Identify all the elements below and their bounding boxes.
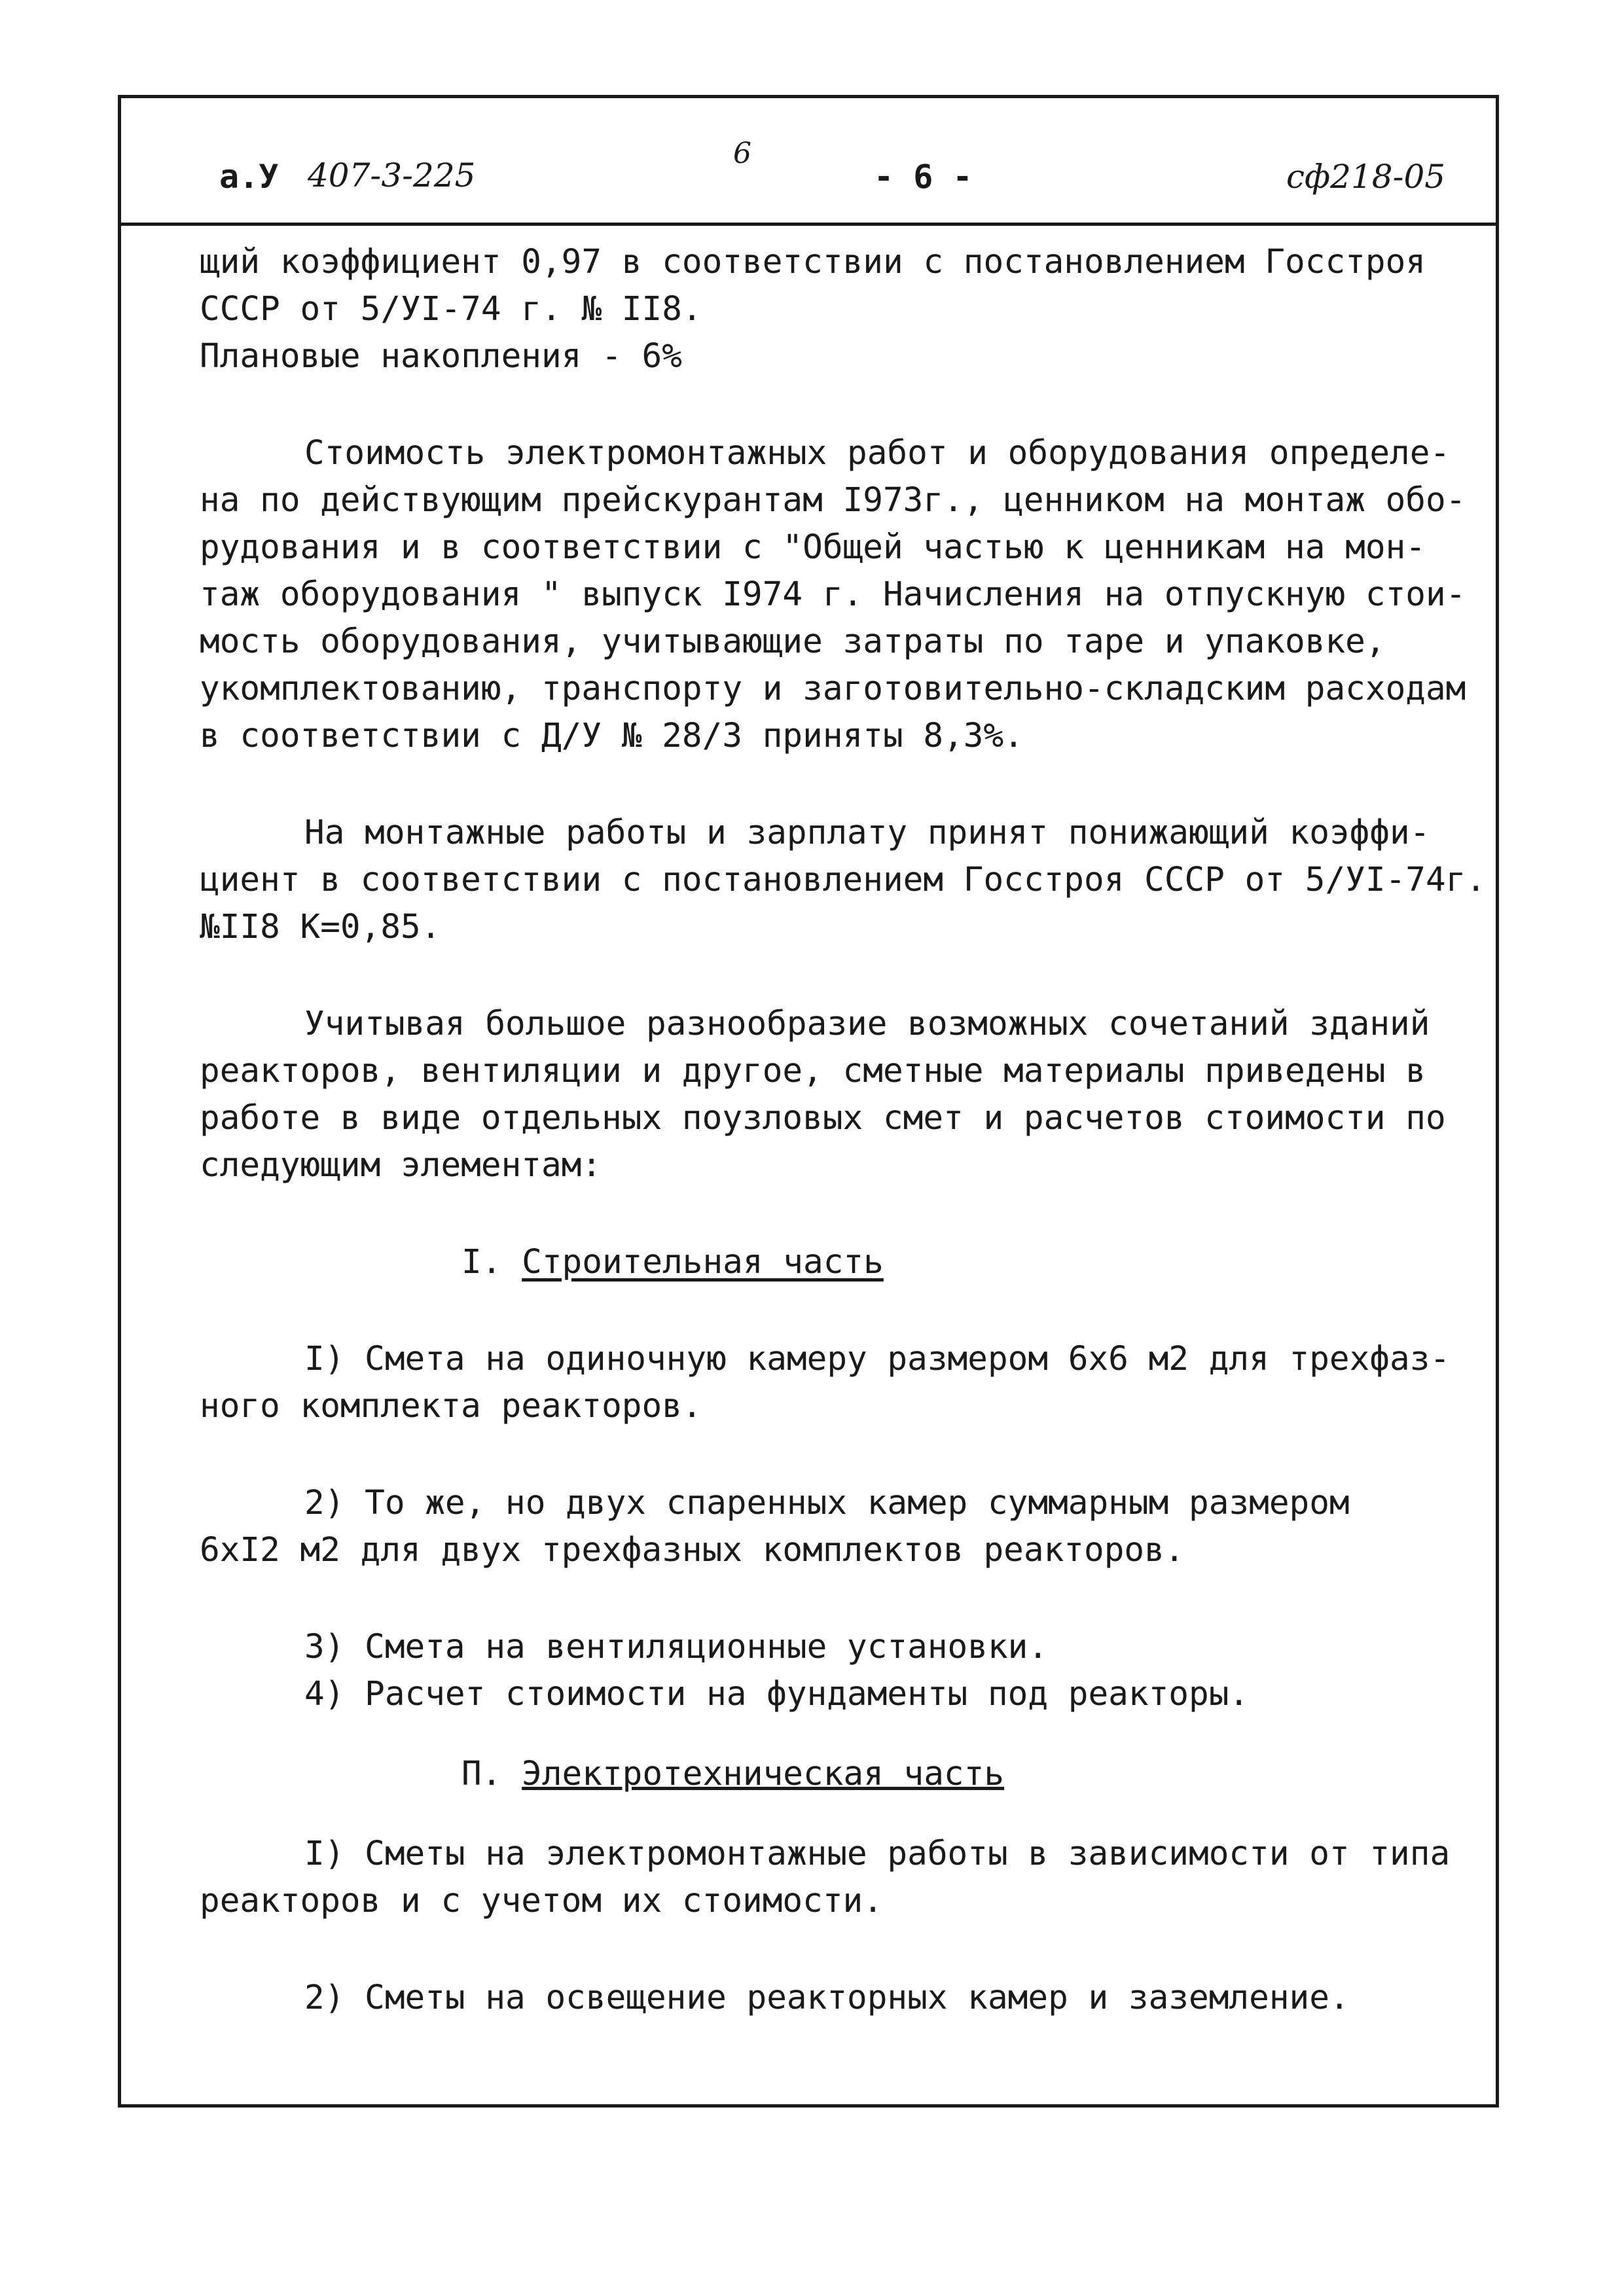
text-line: На монтажные работы и зарплату принят понижающий коэффи- xyxy=(304,814,1430,852)
page-header xyxy=(121,98,1496,226)
section-number: П. xyxy=(461,1755,502,1793)
text-line: укомплектованию, транспорту и заготовительно-складским расходам xyxy=(200,670,1466,708)
text-line: 2) То же, но двух спаренных камер суммарным размером xyxy=(304,1484,1350,1522)
album-prefix: а.У xyxy=(219,158,279,196)
text-line: I) Сметы на электромонтажные работы в зависимости от типа xyxy=(304,1835,1451,1873)
section-heading-electrical xyxy=(200,1751,1483,1798)
text-line: I) Смета на одиночную камеру размером 6х6 м2 для трехфаз- xyxy=(304,1340,1451,1378)
text-line: ного комплекта реакторов. xyxy=(200,1387,702,1426)
list-item xyxy=(200,1480,1483,1574)
page-frame xyxy=(118,95,1499,2108)
project-code: 407-3-225 xyxy=(308,156,476,194)
list-item: 2) Сметы на освещение реакторных камер и заземление. xyxy=(304,1979,1350,2017)
document-body xyxy=(200,239,1487,2022)
text-line: реакторов, вентиляции и другое, сметные материалы приведены в xyxy=(200,1052,1426,1090)
list-item xyxy=(200,1336,1483,1430)
text-line: щий коэффициент 0,97 в соответствии с постановлением Госстроя xyxy=(200,243,1426,281)
text-line: №II8 К=0,85. xyxy=(200,908,441,946)
section-title: Электротехническая часть xyxy=(522,1755,1005,1793)
text-line: 6хI2 м2 для двух трехфазных комплектов реакторов. xyxy=(200,1531,1185,1570)
paragraph-elements xyxy=(200,1001,1483,1189)
text-line: в соответствии с Д/У № 28/3 приняты 8,3%. xyxy=(200,717,1024,755)
text-line: мость оборудования, учитывающие затраты по таре и упаковке, xyxy=(200,622,1386,661)
paragraph-reduction xyxy=(200,810,1487,951)
section-heading-construction xyxy=(200,1239,1483,1286)
text-line: Стоимость электромонтажных работ и оборудования определе- xyxy=(304,434,1451,473)
text-line: СССР от 5/УI-74 г. № II8. xyxy=(200,290,702,329)
text-line: реакторов и с учетом их стоимости. xyxy=(200,1882,883,1920)
text-line: следующим элементам: xyxy=(200,1146,602,1185)
text-line: работе в виде отдельных поузловых смет и расчетов стоимости по xyxy=(200,1099,1446,1138)
text-line: на по действующим прейскурантам I973г., ценником на монтаж обо- xyxy=(200,481,1466,520)
text-line: таж оборудования " выпуск I974 г. Начисления на отпускную стои- xyxy=(200,575,1466,614)
list-item xyxy=(200,1831,1483,1925)
list-item: 3) Смета на вентиляционные установки. xyxy=(304,1628,1049,1666)
handwritten-page-number: 6 xyxy=(733,137,751,170)
text-line: Учитывая большое разнообразие возможных сочетаний зданий xyxy=(304,1005,1430,1043)
paragraph-coefficient xyxy=(200,239,1483,380)
text-line: рудования и в соответствии с "Общей частью к ценникам на мон- xyxy=(200,528,1426,567)
list-item: 4) Расчет стоимости на фундаменты под реакторы. xyxy=(304,1675,1250,1713)
paragraph-cost xyxy=(200,430,1483,760)
sheet-code: сф218-05 xyxy=(1286,158,1446,196)
text-line: циент в соответствии с постановлением Госстроя СССР от 5/УI-74г. xyxy=(200,861,1487,899)
text-line: Плановые накопления - 6% xyxy=(200,337,682,376)
page-number: - 6 - xyxy=(874,158,973,196)
section-number: I. xyxy=(461,1243,502,1282)
section-title: Строительная часть xyxy=(522,1243,884,1282)
